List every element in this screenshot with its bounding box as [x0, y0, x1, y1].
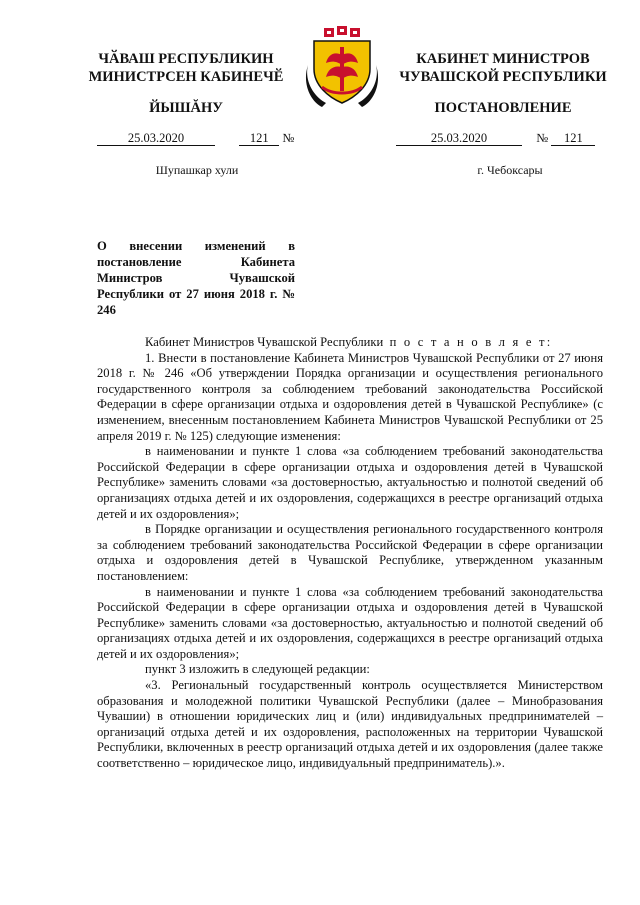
emblem: [304, 25, 380, 109]
paragraph-3: в Порядке организации и осуществления регионального государственного контроля за соблюдением требований законодательства Российской Федерации в сфере организации отдыха и оздоровления детей в Чувашской Республике, утвержденном указанным постановлением:: [97, 522, 603, 583]
right-doc-title: ПОСТАНОВЛЕНИЕ: [434, 100, 572, 116]
paragraph-5: пункт 3 изложить в следующей редакции:: [145, 662, 370, 677]
left-date-row: [97, 131, 294, 146]
right-date: 25.03.2020: [396, 131, 522, 146]
right-number: 121: [551, 131, 595, 146]
intro-text: Кабинет Министров Чувашской Республики: [145, 335, 384, 349]
left-header: [86, 50, 286, 86]
intro-verb: п о с т а н о в л я е т:: [389, 335, 553, 349]
paragraph-1: 1. Внести в постановление Кабинета Министров Чувашской Республики от 27 июня 2018 г. № 246 «Об утверждении Порядка организации и осуществления регионального государственного контроля за соблюдением требований законодательства Российской Федерации в сфере организации отдыха и оздоровления детей в Чувашской Республике» (с изменением, внесенным постановлением Кабинета Министров Чувашской Республики от 25 апреля 2019 г. № 125) следующие изменения:: [97, 350, 603, 443]
left-city: Шупашкар хули: [155, 163, 239, 177]
intro-paragraph: [97, 335, 603, 351]
right-header: [398, 50, 608, 86]
right-date-row: [396, 131, 595, 146]
left-header-line1: ЧӐВАШ РЕСПУБЛИКИН: [98, 51, 274, 67]
paragraph-6: «3. Региональный государственный контроль осуществляется Министерством образования и молодежной политики Чувашской Республики (далее – Минобразования Чувашии) в отношении юридических лиц и (или) индивидуальных предпринимателей – организаций отдыха детей и их оздоровления, расположенных на территории Чувашской Республики, включенных в реестр организаций отдыха детей и их оздоровления (далее также соответственно – юридическое лицо, индивидуальный предприниматель).».: [97, 678, 603, 771]
chuvash-emblem-icon: [304, 25, 380, 109]
right-header-line2: ЧУВАШСКОЙ РЕСПУБЛИКИ: [399, 69, 607, 85]
right-city: г. Чебоксары: [477, 163, 543, 177]
left-doc-title: ЙЫШĂНУ: [149, 100, 223, 116]
right-number-sign: №: [536, 131, 549, 145]
left-header-line2: МИНИСТРСЕН КАБИНЕЧӖ: [88, 69, 284, 85]
left-number-sign: №: [282, 131, 295, 145]
paragraph-4: в наименовании и пункте 1 слова «за соблюдением требований законодательства Российской Федерации в сфере организации отдыха и оздоровления детей в Чувашской Республике» заменить словами «за достоверностью, актуальностью и полнотой сведений об организациях отдыха детей и их оздоровления, содержащихся в реестре организаций отдыха детей и их оздоровления»;: [97, 584, 603, 661]
paragraph-2: в наименовании и пункте 1 слова «за соблюдением требований законодательства Российской Федерации в сфере организации отдыха и оздоровления детей в Чувашской Республике» заменить словами «за достоверностью, актуальностью и полнотой сведений об организациях отдыха детей и их оздоровления, содержащихся в реестре организаций отдыха детей и их оздоровления»;: [97, 444, 603, 521]
document-subject: О внесении изменений в постановление Кабинета Министров Чувашской Республики от 27 июня 2018 г. № 246: [97, 239, 295, 317]
document-body: [97, 335, 603, 772]
left-number: 121: [239, 131, 279, 146]
right-header-line1: КАБИНЕТ МИНИСТРОВ: [416, 51, 590, 67]
left-date: 25.03.2020: [97, 131, 215, 146]
